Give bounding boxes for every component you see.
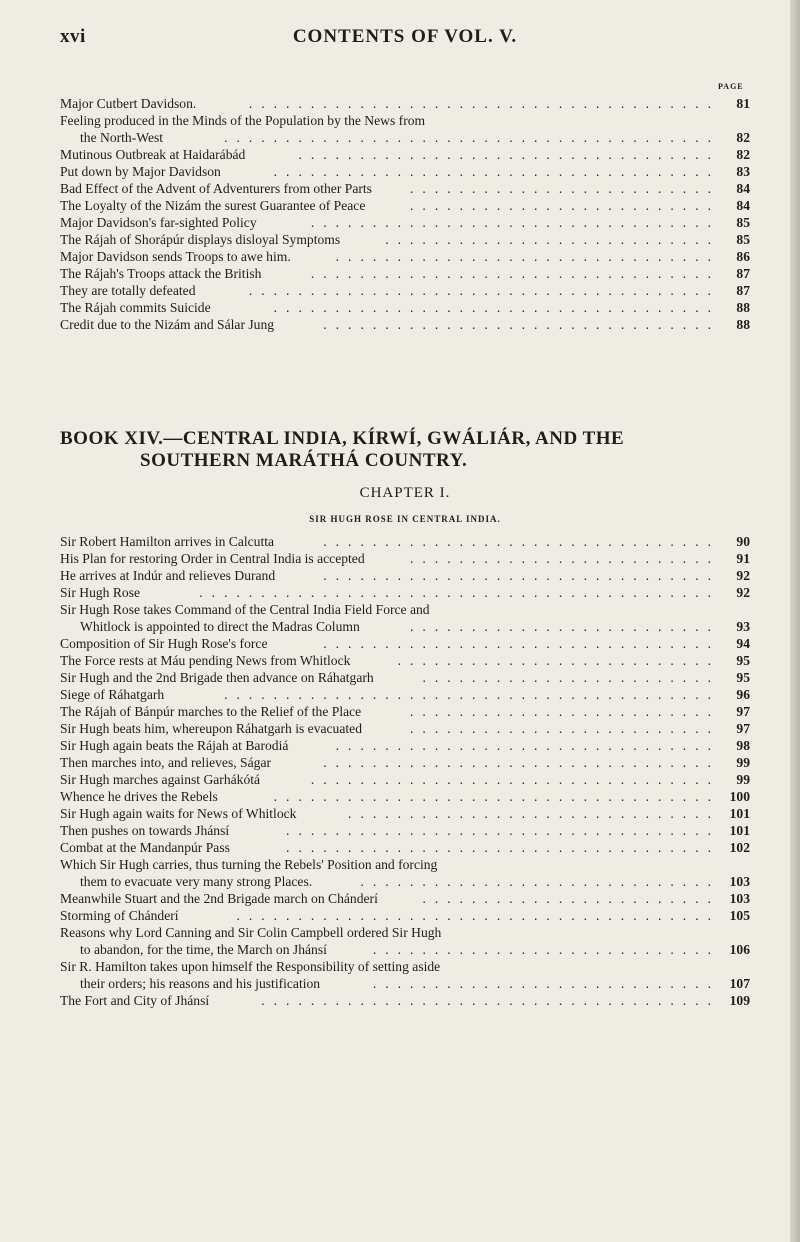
dot-leader: ................................. <box>310 266 720 281</box>
entry-title: Sir Hugh and the 2nd Brigade then advance on Ráhatgarh <box>60 670 374 685</box>
page-number: 92 <box>736 568 750 583</box>
toc-entry <box>60 907 750 924</box>
page-number: 103 <box>729 891 750 906</box>
dot-leader: ........................... <box>385 232 720 247</box>
toc-entry <box>60 839 750 856</box>
page-number: 94 <box>736 636 750 651</box>
entry-title: Then marches into, and relieves, Ságar <box>60 755 272 770</box>
toc-entry <box>60 163 750 180</box>
entry-title: Sir Hugh again beats the Rájah at Barodiá <box>60 738 289 753</box>
entry-title: Combat at the Mandanpúr Pass <box>60 840 230 855</box>
entry-title-continued: them to evacuate very many strong Places. <box>80 874 313 889</box>
page-number: 86 <box>736 249 750 264</box>
entry-title: The Loyalty of the Nizám the surest Guarantee of Peace <box>60 198 366 213</box>
entry-title: Major Cutbert Davidson. <box>60 96 197 111</box>
page-number: 101 <box>729 823 750 838</box>
toc-entry <box>60 686 750 703</box>
entry-title: The Rájah commits Suicide <box>60 300 211 315</box>
dot-leader: ........................ <box>422 670 720 685</box>
toc-entry <box>60 316 750 333</box>
toc-entry <box>60 703 750 720</box>
entry-title: Major Davidson's far-sighted Policy <box>60 215 257 230</box>
page-number: 88 <box>736 300 750 315</box>
entry-title: Sir Hugh Rose <box>60 585 141 600</box>
dot-leader: ............................... <box>335 249 720 264</box>
toc-entry <box>60 550 750 567</box>
dot-leader: ................................. <box>310 772 720 787</box>
entry-title-continued: their orders; his reasons and his justification <box>80 976 321 991</box>
toc-entry <box>60 856 750 890</box>
dot-leader: ......................... <box>410 181 720 196</box>
dot-leader: ................................ <box>323 755 720 770</box>
toc-entry <box>60 652 750 669</box>
page-edge <box>790 0 800 1242</box>
running-title: CONTENTS OF VOL. V. <box>292 26 518 47</box>
entry-title-continued: to abandon, for the time, the March on Jhánsí <box>80 942 327 957</box>
page-number: 101 <box>729 806 750 821</box>
dot-leader: .......................................... <box>199 585 720 600</box>
entry-title: Then pushes on towards Jhánsí <box>60 823 230 838</box>
page-number: 99 <box>736 755 750 770</box>
toc-entry <box>60 584 750 601</box>
page-number: 105 <box>729 908 750 923</box>
dot-leader: .......................... <box>397 653 720 668</box>
entry-title: Siege of Ráhatgarh <box>60 687 165 702</box>
entry-title: Sir R. Hamilton takes upon himself the Responsibility of setting aside <box>60 959 441 974</box>
entry-title: Whence he drives the Rebels <box>60 789 218 804</box>
dot-leader: .................................. <box>298 147 720 162</box>
page-number: 96 <box>736 687 750 702</box>
dot-leader: .................................... <box>273 789 720 804</box>
entry-title-continued: Whitlock is appointed to direct the Madras Column <box>80 619 360 634</box>
dot-leader: ................................ <box>323 568 720 583</box>
entry-title: Sir Robert Hamilton arrives in Calcutta <box>60 534 275 549</box>
dot-leader: ................................. <box>310 215 720 230</box>
toc-entry <box>60 214 750 231</box>
dot-leader: ......................... <box>410 619 720 634</box>
dot-leader: ............................. <box>360 874 720 889</box>
page-number: 103 <box>729 874 750 889</box>
dot-leader: .................................... <box>273 164 720 179</box>
contents-section-2 <box>60 533 750 1009</box>
page-number: 100 <box>729 789 750 804</box>
toc-entry <box>60 822 750 839</box>
toc-entry <box>60 992 750 1009</box>
page-number: 106 <box>729 942 750 957</box>
page-number: 81 <box>736 96 750 111</box>
toc-entry <box>60 720 750 737</box>
contents-section-1 <box>60 95 750 333</box>
entry-title: Sir Hugh marches against Garhákótá <box>60 772 261 787</box>
page-number: 92 <box>736 585 750 600</box>
toc-entry <box>60 533 750 550</box>
page-number: 97 <box>736 721 750 736</box>
dot-leader: ............................ <box>372 942 720 957</box>
toc-entry <box>60 958 750 992</box>
dot-leader: ............................ <box>372 976 720 991</box>
page-number: 98 <box>736 738 750 753</box>
dot-leader: ........................................ <box>224 687 720 702</box>
dot-leader: ...................................... <box>248 96 720 111</box>
page-number: 109 <box>729 993 750 1008</box>
dot-leader: ................................ <box>323 636 720 651</box>
entry-title: Reasons why Lord Canning and Sir Colin Campbell ordered Sir Hugh <box>60 925 442 940</box>
dot-leader: ................................... <box>286 823 720 838</box>
dot-leader: ......................... <box>410 721 720 736</box>
dot-leader: ........................................ <box>224 130 720 145</box>
entry-title: Put down by Major Davidson <box>60 164 221 179</box>
page-number: 88 <box>736 317 750 332</box>
page-number: 87 <box>736 283 750 298</box>
entry-title: They are totally defeated <box>60 283 196 298</box>
toc-entry <box>60 669 750 686</box>
entry-title-continued: the North-West <box>80 130 164 145</box>
toc-entry <box>60 737 750 754</box>
dot-leader: ....................................... <box>236 908 720 923</box>
entry-title: Sir Hugh Rose takes Command of the Central India Field Force and <box>60 602 430 617</box>
page-number: 95 <box>736 653 750 668</box>
toc-entry <box>60 231 750 248</box>
entry-title: His Plan for restoring Order in Central India is accepted <box>60 551 365 566</box>
toc-entry <box>60 112 750 146</box>
dot-leader: ......................... <box>410 551 720 566</box>
toc-entry <box>60 924 750 958</box>
toc-entry <box>60 890 750 907</box>
toc-entry <box>60 282 750 299</box>
entry-title: Which Sir Hugh carries, thus turning the Rebels' Position and forcing <box>60 857 438 872</box>
dot-leader: ................................ <box>323 317 720 332</box>
book-heading <box>60 428 750 472</box>
dot-leader: ..................................... <box>261 993 720 1008</box>
dot-leader: .............................. <box>348 806 720 821</box>
toc-entry <box>60 265 750 282</box>
toc-entry <box>60 567 750 584</box>
toc-entry <box>60 754 750 771</box>
page-number: 85 <box>736 215 750 230</box>
dot-leader: ........................ <box>422 891 720 906</box>
page-number: 93 <box>736 619 750 634</box>
chapter-title: CHAPTER I. <box>359 485 451 501</box>
page-number: 83 <box>736 164 750 179</box>
entry-title: The Fort and City of Jhánsí <box>60 993 210 1008</box>
toc-entry <box>60 95 750 112</box>
page-number: 91 <box>736 551 750 566</box>
entry-title: Sir Hugh again waits for News of Whitlock <box>60 806 297 821</box>
dot-leader: ................................ <box>323 534 720 549</box>
entry-title: The Rájah of Shorápúr displays disloyal Symptoms <box>60 232 341 247</box>
page-number: 102 <box>729 840 750 855</box>
page-number: 84 <box>736 181 750 196</box>
page-number: 99 <box>736 772 750 787</box>
toc-entry <box>60 146 750 163</box>
page-number: 87 <box>736 266 750 281</box>
book-heading-line-1: BOOK XIV.—CENTRAL INDIA, KÍRWÍ, GWÁLIÁR, AND THE <box>60 428 625 449</box>
dot-leader: ......................... <box>410 198 720 213</box>
entry-title: Credit due to the Nizám and Sálar Jung <box>60 317 275 332</box>
toc-entry <box>60 299 750 316</box>
entry-title: Major Davidson sends Troops to awe him. <box>60 249 291 264</box>
toc-entry <box>60 601 750 635</box>
page-number: 97 <box>736 704 750 719</box>
entry-title: Storming of Chánderí <box>60 908 179 923</box>
toc-entry <box>60 197 750 214</box>
entry-title: The Rájah's Troops attack the British <box>60 266 262 281</box>
page-numeral: xvi <box>60 26 86 47</box>
entry-title: Composition of Sir Hugh Rose's force <box>60 636 268 651</box>
page-number: 90 <box>736 534 750 549</box>
entry-title: Sir Hugh beats him, whereupon Ráhatgarh is evacuated <box>60 721 362 736</box>
toc-entry <box>60 635 750 652</box>
entry-title: Feeling produced in the Minds of the Population by the News from <box>60 113 426 128</box>
dot-leader: ................................... <box>286 840 720 855</box>
entry-title: Mutinous Outbreak at Haidarábád <box>60 147 246 162</box>
book-heading-line-2: SOUTHERN MARÁTHÁ COUNTRY. <box>140 450 468 471</box>
dot-leader: ...................................... <box>248 283 720 298</box>
page-column-label: PAGE <box>718 82 744 91</box>
toc-entry <box>60 771 750 788</box>
dot-leader: ............................... <box>335 738 720 753</box>
page-number: 82 <box>736 147 750 162</box>
page-number: 85 <box>736 232 750 247</box>
page-number: 107 <box>729 976 750 991</box>
toc-entry <box>60 180 750 197</box>
dot-leader: ......................... <box>410 704 720 719</box>
toc-entry <box>60 805 750 822</box>
entry-title: The Force rests at Máu pending News from Whitlock <box>60 653 351 668</box>
entry-title: He arrives at Indúr and relieves Durand <box>60 568 276 583</box>
dot-leader: .................................... <box>273 300 720 315</box>
chapter-subtitle: SIR HUGH ROSE IN CENTRAL INDIA. <box>309 514 501 524</box>
toc-entry <box>60 248 750 265</box>
entry-title: Meanwhile Stuart and the 2nd Brigade march on Chánderí <box>60 891 378 906</box>
page-number: 84 <box>736 198 750 213</box>
page-number: 95 <box>736 670 750 685</box>
entry-title: The Rájah of Bánpúr marches to the Relief of the Place <box>60 704 362 719</box>
entry-title: Bad Effect of the Advent of Adventurers from other Parts <box>60 181 372 196</box>
page-header <box>60 26 750 56</box>
page-number: 82 <box>736 130 750 145</box>
toc-entry <box>60 788 750 805</box>
